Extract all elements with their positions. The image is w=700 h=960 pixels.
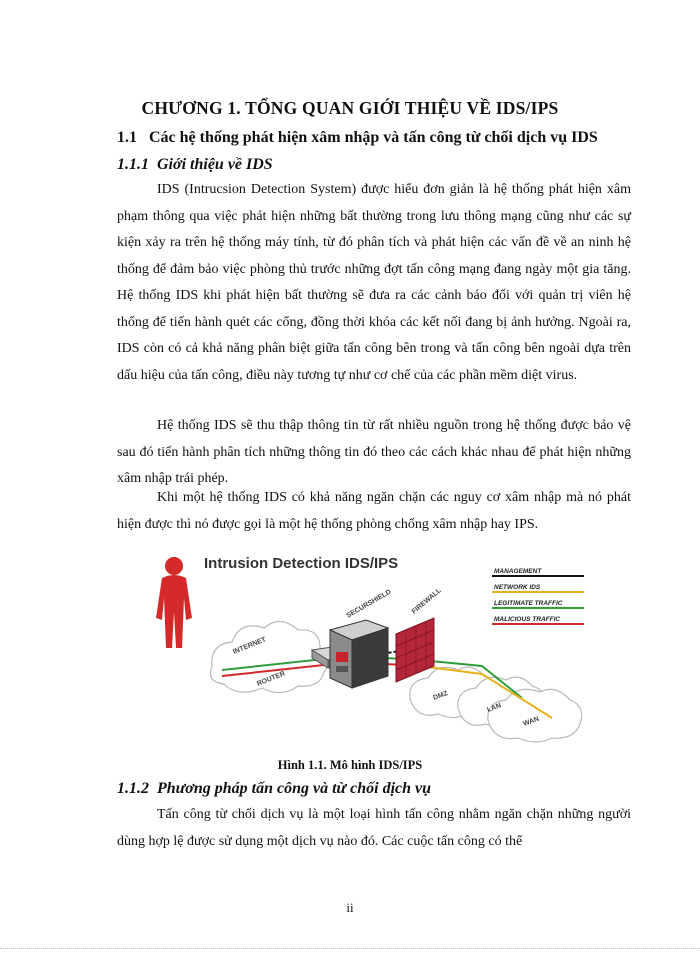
section-number: 1.1 (117, 129, 137, 146)
chapter-title: CHƯƠNG 1. TỔNG QUAN GIỚI THIỆU VỀ IDS/IPS (141, 98, 559, 118)
subsection-number-1: 1.1.1 (117, 156, 149, 173)
label-dmz: DMZ (432, 690, 449, 702)
subsection-heading-2 (117, 780, 431, 798)
label-internet: INTERNET (232, 636, 268, 656)
legend-network-ids: NETWORK IDS (494, 584, 541, 591)
ids-ips-diagram (152, 548, 588, 744)
figure-caption: Hình 1.1. Mô hình IDS/IPS (277, 758, 423, 772)
subsection-title-1: Giới thiệu về IDS (157, 156, 273, 173)
legend-malicious: MALICIOUS TRAFFIC (494, 616, 561, 623)
label-securshield: SECURSHIELD (345, 588, 393, 620)
figure-title: Intrusion Detection IDS/IPS (204, 555, 399, 572)
subsection-number-2: 1.1.2 (117, 780, 149, 797)
legend-legitimate: LEGITIMATE TRAFFIC (494, 600, 563, 607)
paragraph: Hệ thống IDS sẽ thu thập thông tin từ rất nhiều nguồn trong hệ thống được bảo vệ sau đó tiến hành phân tích những thông tin đó theo các cách khác nhau để phát hiện những xâm nhập trái phép. (117, 418, 631, 486)
legend-management: MANAGEMENT (494, 568, 542, 575)
paragraph: Tấn công từ chối dịch vụ là một loại hình tấn công nhằm ngăn chặn những người dùng hợp lệ được sử dụng một dịch vụ nào đó. Các cuộc tấn công có thể (117, 807, 631, 849)
person-icon (156, 557, 192, 648)
page-bottom-rule (0, 948, 700, 949)
section-heading (117, 129, 598, 147)
subsection-heading-1 (117, 156, 273, 174)
paragraph: IDS (Intrucsion Detection System) được hiểu đơn giản là hệ thống phát hiện xâm phạm thông qua việc phát hiện những bất thường trong lưu thông mạng cũng như các sự kiện xảy ra trên hệ thống máy tính, từ đó phân tích và phát hiện các vấn đề về an ninh hệ thống để đảm bảo việc phòng thủ trước những đợt tấn công mạng đang ngày một gia tăng. Hệ thống IDS khi phát hiện bất thường sẽ đưa ra các cảnh báo đối với quản trị viên hệ thống để tiến hành quét các cổng, đồng thời khóa các kết nối đang bị ảnh hưởng. Ngoài ra, IDS còn có cả khả năng phân biệt giữa tấn công bên trong và tấn công bên ngoài dựa trên dấu hiệu của tấn công, điều này tương tự như cơ chế của các phần mềm diệt virus. (117, 182, 631, 383)
label-wan: WAN (522, 715, 541, 728)
label-firewall: FIREWALL (410, 587, 443, 616)
paragraph: Khi một hệ thống IDS có khả năng ngăn chặn các nguy cơ xâm nhập mà nó phát hiện được thì nó được gọi là một hệ thống phòng chống xâm nhập hay IPS. (117, 490, 631, 532)
section-title: Các hệ thống phát hiện xâm nhập và tấn công từ chối dịch vụ IDS (149, 129, 598, 146)
page-number: ii (346, 900, 354, 915)
subsection-title-2: Phương pháp tấn công và từ chối dịch vụ (157, 780, 432, 797)
firewall-icon (396, 618, 434, 682)
figure-legend (492, 568, 584, 624)
label-lan: LAN (486, 702, 503, 714)
label-router: ROUTER (256, 670, 287, 688)
securshield-server-icon (330, 620, 388, 688)
